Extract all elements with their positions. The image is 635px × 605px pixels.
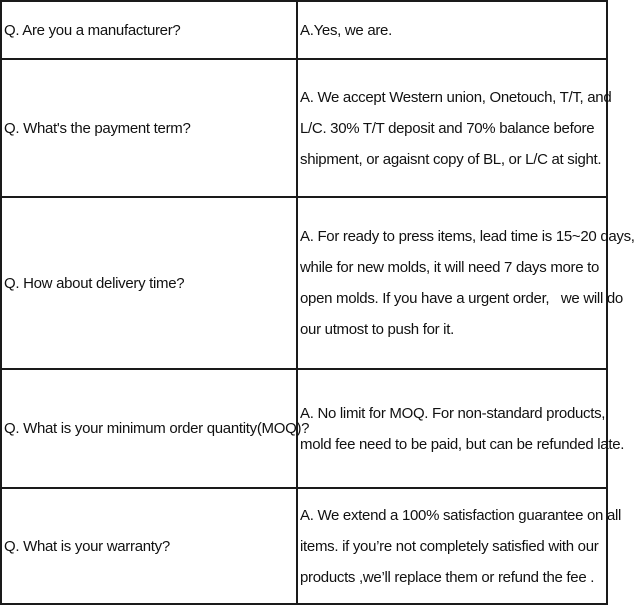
- answer-line: A. No limit for MOQ. For non-standard products,: [300, 404, 606, 422]
- answer-line: shipment, or agaisnt copy of BL, or L/C at sight.: [300, 150, 602, 168]
- answer-cell: [297, 488, 622, 604]
- faq-row: [1, 197, 607, 369]
- question-text: Q. What is your warranty?: [4, 537, 170, 555]
- faq-row: [1, 1, 607, 59]
- answer-line: A.Yes, we are.: [300, 21, 392, 39]
- answer-line: mold fee need to be paid, but can be refunded late.: [300, 435, 625, 453]
- answer-cell: [297, 369, 625, 488]
- answer-line: while for new molds, it will need 7 days more to: [300, 259, 600, 276]
- faq-row: [1, 59, 607, 197]
- answer-line: items. if you’re not completely satisfied with our: [300, 537, 599, 555]
- answer-line: products ,we’ll replace them or refund the fee .: [300, 568, 595, 586]
- answer-line: open molds. If you have a urgent order, we will do: [300, 290, 623, 307]
- answer-line: L/C. 30% T/T deposit and 70% balance before: [300, 119, 595, 137]
- question-cell: [1, 59, 297, 197]
- answer-line: A. We extend a 100% satisfaction guarantee on all: [300, 506, 622, 524]
- question-text: Q. What's the payment term?: [4, 119, 191, 137]
- answer-cell: [297, 197, 635, 369]
- answer-cell: [297, 59, 612, 197]
- answer-line: our utmost to push for it.: [300, 321, 454, 338]
- answer-line: A. We accept Western union, Onetouch, T/T, and: [300, 88, 612, 106]
- question-text: Q. How about delivery time?: [4, 274, 185, 292]
- question-text: Q. Are you a manufacturer?: [4, 21, 181, 39]
- question-cell: [1, 1, 297, 59]
- question-cell: [1, 197, 297, 369]
- question-text: Q. What is your minimum order quantity(MOQ)?: [4, 420, 310, 437]
- question-cell: [1, 488, 297, 604]
- answer-line: A. For ready to press items, lead time is 15~20 days,: [300, 228, 635, 245]
- answer-cell: [297, 1, 607, 59]
- faq-row: [1, 488, 607, 604]
- faq-row: [1, 369, 607, 488]
- question-cell: [1, 369, 310, 488]
